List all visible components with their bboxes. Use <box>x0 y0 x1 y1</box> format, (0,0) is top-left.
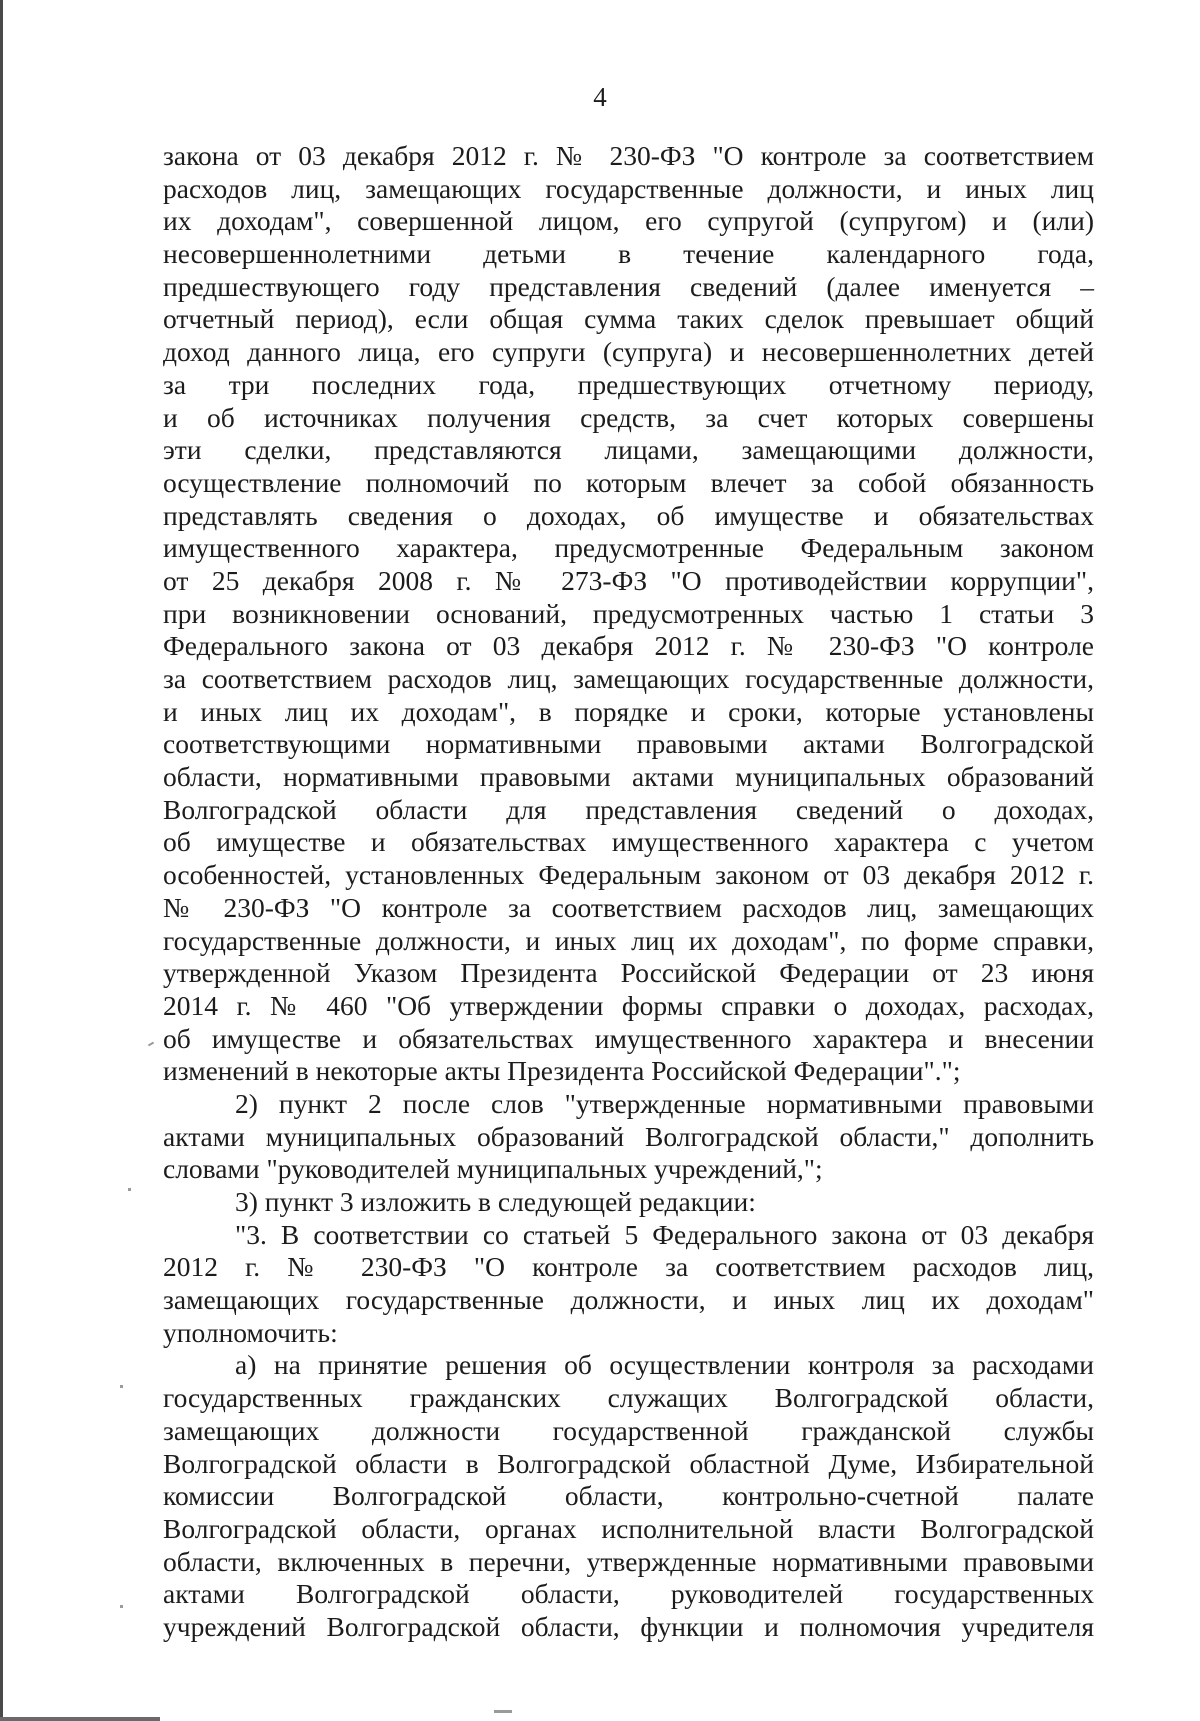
text-line: при возникновении оснований, предусмотренных частью 1 статьи 3 <box>163 597 1094 629</box>
text-line: замещающих должности государственной гражданской службы <box>163 1414 1094 1446</box>
text-line: № 230-ФЗ "О контроле за соответствием расходов лиц, замещающих <box>163 891 1094 923</box>
scan-speck <box>128 1188 131 1191</box>
text-line: об имуществе и обязательствах имущественного характера с учетом <box>163 826 1094 858</box>
text-line: расходов лиц, замещающих государственные должности, и иных лиц <box>163 172 1094 204</box>
text-line: доход данного лица, его супруги (супруга) и несовершеннолетних детей <box>163 336 1094 368</box>
text-line: их доходам", совершенной лицом, его супругой (супругом) и (или) <box>163 205 1094 237</box>
text-line: словами "руководителей муниципальных учреждений,"; <box>163 1153 823 1185</box>
text-line: отчетный период), если общая сумма таких сделок превышает общий <box>163 303 1094 335</box>
text-line: комиссии Волгоградской области, контрольно-счетной палате <box>163 1480 1094 1512</box>
text-line: Федерального закона от 03 декабря 2012 г. № 230-ФЗ "О контроле <box>163 630 1094 662</box>
text-line: эти сделки, представляются лицами, замещающими должности, <box>163 434 1094 466</box>
text-line: Волгоградской области в Волгоградской областной Думе, Избирательной <box>163 1447 1094 1479</box>
text-line: "3. В соответствии со статьей 5 Федерального закона от 03 декабря <box>235 1218 1094 1250</box>
text-line: 2014 г. № 460 "Об утверждении формы справки о доходах, расходах, <box>163 989 1094 1021</box>
text-line: утвержденной Указом Президента Российской Федерации от 23 июня <box>163 957 1094 989</box>
text-line: осуществление полномочий по которым влечет за собой обязанность <box>163 466 1094 498</box>
scan-bottom-strip <box>0 1717 160 1721</box>
text-line: изменений в некоторые акты Президента Российской Федерации"."; <box>163 1055 961 1087</box>
text-line: и иных лиц их доходам", в порядке и сроки, которые установлены <box>163 695 1094 727</box>
scan-speck <box>148 1042 154 1047</box>
scan-edge <box>0 0 3 1721</box>
body-text <box>163 140 1094 1644</box>
text-line: и об источниках получения средств, за счет которых совершены <box>163 401 1094 433</box>
text-line: от 25 декабря 2008 г. № 273-ФЗ "О противодействии коррупции", <box>163 564 1094 596</box>
text-line: области, включенных в перечни, утвержденные нормативными правовыми <box>163 1545 1094 1577</box>
text-line: уполномочить: <box>163 1316 338 1348</box>
text-line: несовершеннолетними детьми в течение календарного года, <box>163 238 1094 270</box>
page-number: 4 <box>593 82 607 112</box>
scan-speck <box>494 1710 512 1713</box>
text-line: Волгоградской области для представления сведений о доходах, <box>163 793 1094 825</box>
text-line: имущественного характера, предусмотренные Федеральным законом <box>163 532 1094 564</box>
text-line: 2) пункт 2 после слов "утвержденные нормативными правовыми <box>235 1087 1094 1119</box>
text-line: области, нормативными правовыми актами муниципальных образований <box>163 761 1094 793</box>
text-line: закона от 03 декабря 2012 г. № 230-ФЗ "О контроле за соответствием <box>163 140 1094 171</box>
scan-speck <box>120 1385 123 1388</box>
text-line: учреждений Волгоградской области, функции и полномочия учредителя <box>163 1610 1094 1642</box>
text-line: за соответствием расходов лиц, замещающих государственные должности, <box>163 663 1094 694</box>
text-line: за три последних года, предшествующих отчетному периоду, <box>163 368 1094 400</box>
text-line: представлять сведения о доходах, об имуществе и обязательствах <box>163 499 1094 531</box>
text-line: об имуществе и обязательствах имущественного характера и внесении <box>163 1022 1094 1054</box>
text-line: государственные должности, и иных лиц их доходам", по форме справки, <box>163 924 1094 956</box>
text-line: особенностей, установленных Федеральным законом от 03 декабря 2012 г. <box>163 859 1094 891</box>
text-line: соответствующими нормативными правовыми актами Волгоградской <box>163 728 1094 760</box>
text-line: предшествующего году представления сведений (далее именуется – <box>163 270 1094 302</box>
text-line: актами Волгоградской области, руководителей государственных <box>163 1578 1094 1610</box>
text-line: замещающих государственные должности, и иных лиц их доходам" <box>163 1284 1094 1316</box>
text-line: 2012 г. № 230-ФЗ "О контроле за соответствием расходов лиц, <box>163 1251 1094 1283</box>
text-line: а) на принятие решения об осуществлении контроля за расходами <box>235 1349 1094 1381</box>
text-line: государственных гражданских служащих Волгоградской области, <box>163 1382 1094 1414</box>
text-line: актами муниципальных образований Волгоградской области," дополнить <box>163 1120 1094 1152</box>
scan-speck <box>120 1605 123 1608</box>
text-line: 3) пункт 3 изложить в следующей редакции: <box>235 1186 756 1217</box>
text-line: Волгоградской области, органах исполнительной власти Волгоградской <box>163 1512 1094 1544</box>
